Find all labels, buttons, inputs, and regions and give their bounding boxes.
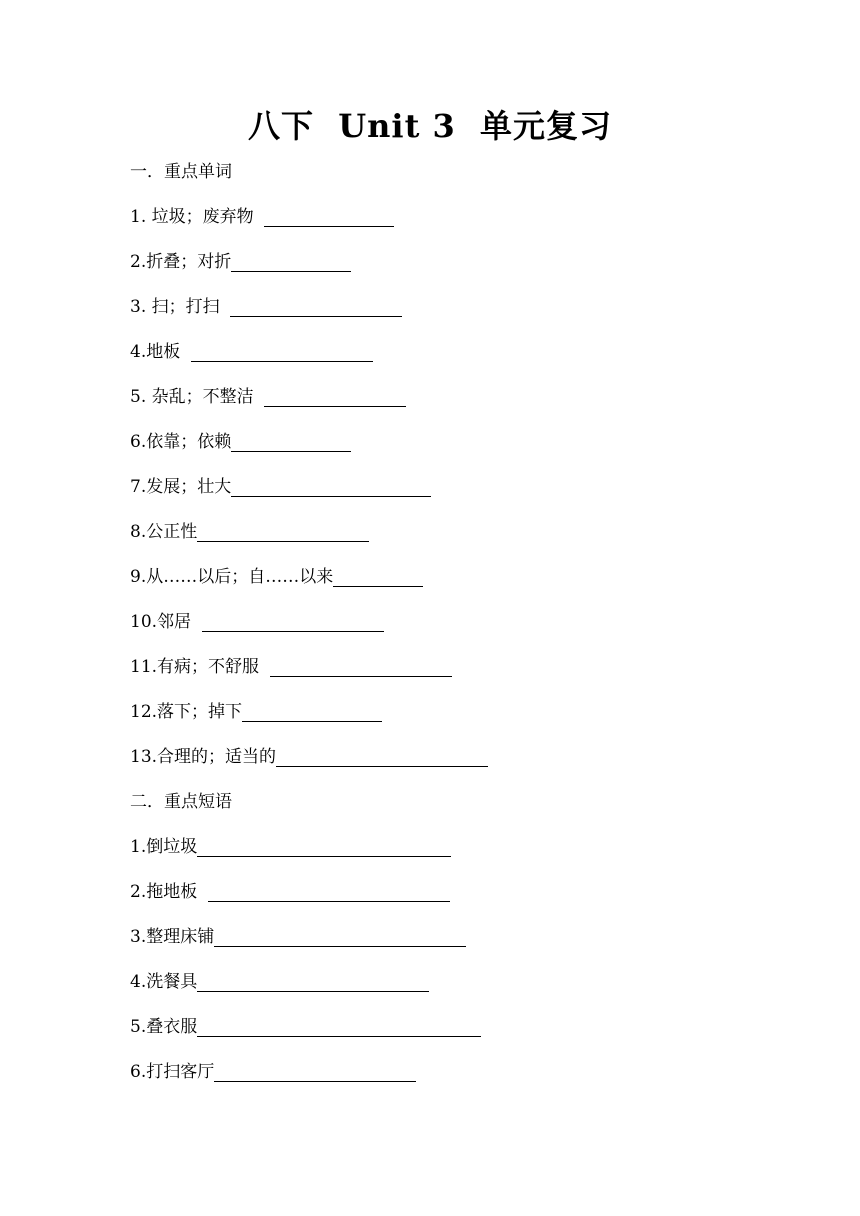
document-title: 八下 Unit 3 单元复习 [247, 107, 613, 145]
answer-blank[interactable] [264, 206, 394, 227]
section-heading-phrases [130, 789, 232, 815]
answer-blank[interactable] [231, 476, 431, 497]
answer-blank[interactable] [202, 611, 384, 632]
list-item [130, 1059, 416, 1085]
item-prompt: 2.拖地板 [130, 882, 209, 902]
item-prompt: 13.合理的；适当的 [130, 747, 277, 767]
list-item [130, 339, 373, 365]
item-prompt: 5. 杂乱；不整洁 [130, 387, 265, 407]
list-item [130, 969, 429, 995]
list-item [130, 609, 384, 635]
answer-blank[interactable] [197, 521, 369, 542]
list-item [130, 204, 394, 230]
item-prompt: 7.发展；壮大 [130, 477, 232, 497]
list-item [130, 654, 452, 680]
list-item [130, 834, 451, 860]
item-prompt: 10.邻居 [130, 612, 202, 632]
list-item [130, 474, 431, 500]
section-heading-words-text: 一．重点单词 [130, 162, 232, 182]
item-prompt: 11.有病；不舒服 [130, 657, 270, 677]
list-item [130, 1014, 481, 1040]
list-item [130, 924, 466, 950]
answer-blank[interactable] [197, 971, 429, 992]
list-item [130, 879, 450, 905]
answer-blank[interactable] [276, 746, 488, 767]
list-item [130, 249, 351, 275]
answer-blank[interactable] [264, 386, 406, 407]
answer-blank[interactable] [242, 701, 382, 722]
answer-blank[interactable] [270, 656, 452, 677]
item-prompt: 1. 垃圾；废弃物 [130, 207, 265, 227]
item-prompt: 12.落下；掉下 [130, 702, 243, 722]
item-prompt: 2.折叠；对折 [130, 252, 232, 272]
list-item [130, 294, 402, 320]
answer-blank[interactable] [333, 566, 423, 587]
answer-blank[interactable] [214, 926, 466, 947]
answer-blank[interactable] [230, 296, 402, 317]
list-item [130, 429, 351, 455]
answer-blank[interactable] [208, 881, 450, 902]
item-prompt: 3.整理床铺 [130, 927, 215, 947]
item-prompt: 6.依靠；依赖 [130, 432, 232, 452]
list-item [130, 519, 369, 545]
answer-blank[interactable] [231, 431, 351, 452]
section-heading-words [130, 159, 232, 185]
answer-blank[interactable] [197, 836, 451, 857]
list-item [130, 384, 406, 410]
list-item [130, 744, 488, 770]
section-heading-phrases-text: 二．重点短语 [130, 792, 232, 812]
answer-blank[interactable] [197, 1016, 481, 1037]
item-prompt: 4.地板 [130, 342, 192, 362]
answer-blank[interactable] [214, 1061, 416, 1082]
item-prompt: 8.公正性 [130, 522, 198, 542]
answer-blank[interactable] [191, 341, 373, 362]
item-prompt: 6.打扫客厅 [130, 1062, 215, 1082]
item-prompt: 3. 扫；打扫 [130, 297, 231, 317]
list-item [130, 699, 382, 725]
item-prompt: 4.洗餐具 [130, 972, 198, 992]
list-item [130, 564, 423, 590]
answer-blank[interactable] [231, 251, 351, 272]
item-prompt: 9.从……以后；自……以来 [130, 567, 334, 587]
item-prompt: 5.叠衣服 [130, 1017, 198, 1037]
item-prompt: 1.倒垃圾 [130, 837, 198, 857]
